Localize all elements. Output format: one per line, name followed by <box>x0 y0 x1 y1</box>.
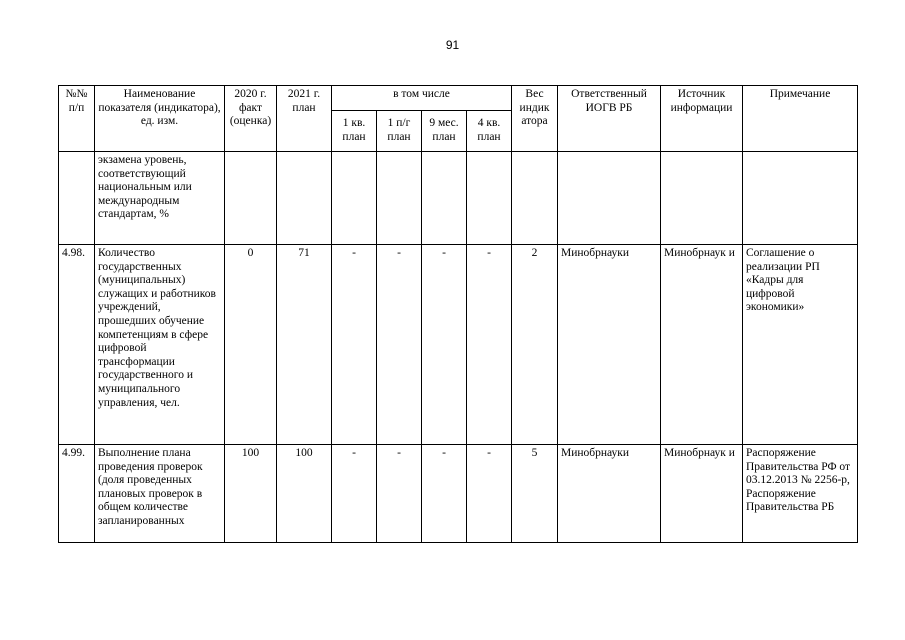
table-row <box>59 445 858 543</box>
row-responsible: Минобрнауки <box>558 445 661 543</box>
row-num: 4.98. <box>59 245 95 445</box>
row-h1: - <box>377 245 422 445</box>
row-responsible <box>558 152 661 245</box>
row-q1 <box>332 152 377 245</box>
page-number: 91 <box>445 38 460 52</box>
header-note: Примечание <box>743 86 858 152</box>
row-plan2021 <box>277 152 332 245</box>
row-num <box>59 152 95 245</box>
row-plan2021: 71 <box>277 245 332 445</box>
row-name: экзамена уровень, соответствующий национальным или международным стандартам, % <box>95 152 225 245</box>
row-weight: 2 <box>512 245 558 445</box>
row-num: 4.99. <box>59 445 95 543</box>
row-responsible: Минобрнауки <box>558 245 661 445</box>
row-q4: - <box>467 245 512 445</box>
header-2021: 2021 г. план <box>277 86 332 152</box>
header-weight: Вес индик атора <box>512 86 558 152</box>
row-source <box>661 152 743 245</box>
header-9m: 9 мес. план <box>422 111 467 152</box>
table-row <box>59 245 858 445</box>
row-source: Минобрнаук и <box>661 445 743 543</box>
row-q4 <box>467 152 512 245</box>
header-h1: 1 п/г план <box>377 111 422 152</box>
header-source: Источник информации <box>661 86 743 152</box>
indicators-table <box>58 85 858 543</box>
row-note <box>743 152 858 245</box>
row-name: Выполнение плана проведения проверок (доля проведенных плановых проверок в общем количестве запланированных <box>95 445 225 543</box>
row-fact2020 <box>225 152 277 245</box>
row-9m <box>422 152 467 245</box>
header-group: в том числе <box>332 86 512 111</box>
row-note: Распоряжение Правительства РФ от 03.12.2013 № 2256-р, Распоряжение Правительства РБ <box>743 445 858 543</box>
row-9m: - <box>422 245 467 445</box>
row-weight <box>512 152 558 245</box>
row-note: Соглашение о реализации РП «Кадры для цифровой экономики» <box>743 245 858 445</box>
header-num: №№ п/п <box>59 86 95 152</box>
row-h1 <box>377 152 422 245</box>
row-fact2020: 100 <box>225 445 277 543</box>
header-2020: 2020 г. факт (оценка) <box>225 86 277 152</box>
row-q4: - <box>467 445 512 543</box>
header-q1: 1 кв. план <box>332 111 377 152</box>
header-row-1 <box>59 86 858 111</box>
row-q1: - <box>332 445 377 543</box>
row-plan2021: 100 <box>277 445 332 543</box>
row-fact2020: 0 <box>225 245 277 445</box>
row-q1: - <box>332 245 377 445</box>
row-9m: - <box>422 445 467 543</box>
row-source: Минобрнаук и <box>661 245 743 445</box>
table-row <box>59 152 858 245</box>
row-name: Количество государственных (муниципальных) служащих и работников учреждений, прошедших обучение компетенциям в сфере цифровой трансформации государственного и муниципального управления, чел. <box>95 245 225 445</box>
row-h1: - <box>377 445 422 543</box>
header-q4: 4 кв. план <box>467 111 512 152</box>
header-responsible: Ответственный ИОГВ РБ <box>558 86 661 152</box>
header-name: Наименование показателя (индикатора), ед. изм. <box>95 86 225 152</box>
row-weight: 5 <box>512 445 558 543</box>
